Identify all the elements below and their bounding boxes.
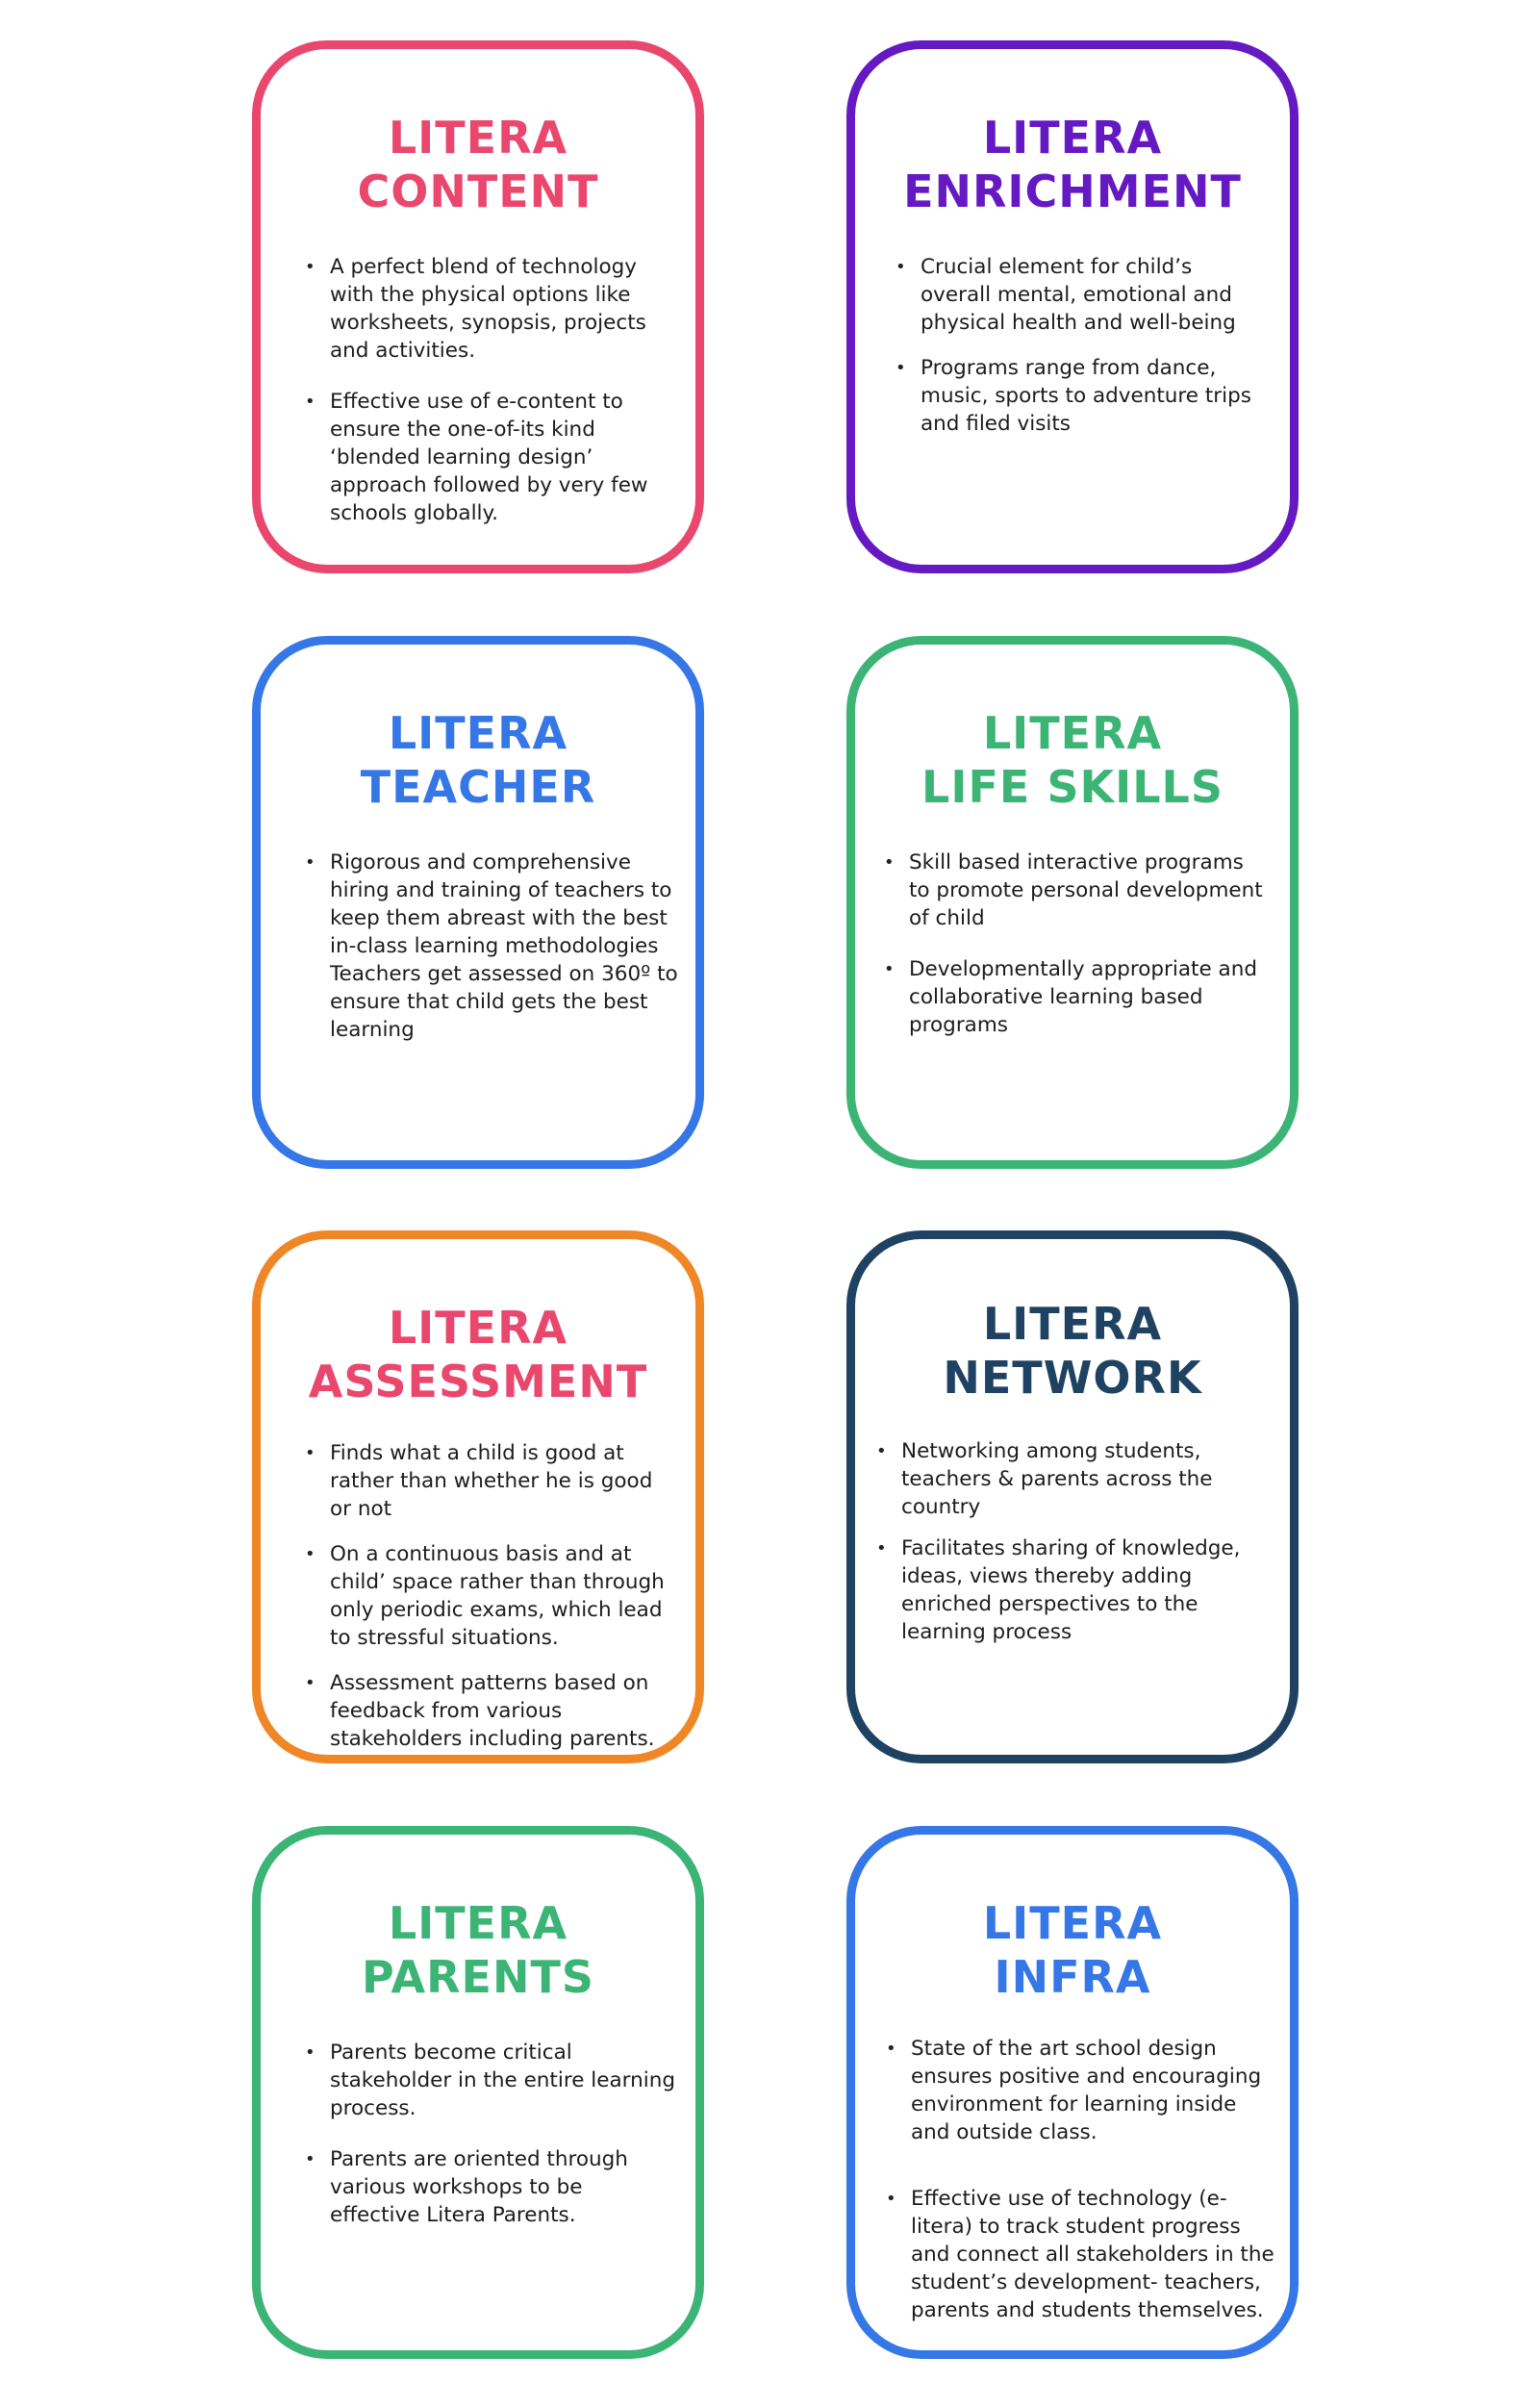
card-litera-enrichment — [846, 40, 1299, 573]
card-litera-teacher — [252, 636, 704, 1169]
card-title-line2: ENRICHMENT — [903, 165, 1242, 217]
bullet-item: • Parents are oriented through various workshops to be effective Litera Parents. — [330, 2145, 678, 2229]
card-title-line1: LITERA — [388, 707, 568, 759]
card-bullet-list — [886, 2035, 1276, 2347]
card-title — [855, 111, 1290, 218]
card-bullet-list — [876, 1437, 1276, 1669]
card-bullet-list — [884, 849, 1263, 1062]
bullet-item: • Networking among students, teachers & parents across the country — [901, 1437, 1276, 1521]
card-title-line1: LITERA — [982, 1897, 1163, 1949]
bullet-item: • Crucial element for child’s overall mental, emotional and physical health and well-being — [921, 253, 1251, 337]
card-litera-life-skills — [846, 636, 1299, 1169]
card-title-line2: NETWORK — [943, 1352, 1202, 1404]
card-title — [261, 1896, 695, 2004]
bullet-item: • A perfect blend of technology with the physical options like worksheets, synopsis, projects and activities. — [330, 253, 678, 365]
card-title — [855, 1896, 1290, 2004]
card-title-line1: LITERA — [388, 1302, 568, 1354]
card-title — [855, 1297, 1290, 1405]
card-litera-network — [846, 1230, 1299, 1763]
card-title — [261, 1301, 695, 1408]
card-title — [855, 706, 1290, 814]
card-litera-assessment — [252, 1230, 704, 1763]
bullet-item: • Finds what a child is good at rather than whether he is good or not — [330, 1439, 678, 1523]
card-litera-infra — [846, 1826, 1299, 2359]
bullet-item: • Developmentally appropriate and collaborative learning based programs — [909, 955, 1263, 1039]
card-title-line1: LITERA — [388, 112, 568, 164]
bullet-item: • Parents become critical stakeholder in the entire learning process. — [330, 2039, 678, 2122]
bullet-item: • Assessment patterns based on feedback from various stakeholders including parents. — [330, 1669, 678, 1753]
card-bullet-list — [896, 253, 1251, 461]
bullet-item: • Facilitates sharing of knowledge, ideas, views thereby adding enriched perspectives to the learning process — [901, 1534, 1276, 1646]
card-litera-content — [252, 40, 704, 573]
card-title-line2: CONTENT — [357, 165, 599, 217]
card-bullet-list — [305, 2039, 678, 2252]
card-litera-parents — [252, 1826, 704, 2359]
card-title-line1: LITERA — [388, 1897, 568, 1949]
card-title — [261, 111, 695, 218]
card-title-line1: LITERA — [982, 112, 1163, 164]
bullet-item: • Skill based interactive programs to promote personal development of child — [909, 849, 1263, 932]
bullet-item: • Rigorous and comprehensive hiring and training of teachers to keep them abreast with the best in-class learning methodologies Teachers get assessed on 360º to ensure that child gets the best learning — [330, 849, 678, 1044]
card-title-line1: LITERA — [982, 707, 1163, 759]
bullet-item: • Effective use of technology (e-litera) to track student progress and connect all stakeholders in the student’s development- teachers, parents and students themselves. — [911, 2185, 1276, 2324]
card-title-line2: ASSESSMENT — [308, 1356, 648, 1407]
card-title-line1: LITERA — [982, 1298, 1163, 1350]
card-title-line2: INFRA — [994, 1951, 1151, 2003]
bullet-item: • State of the art school design ensures positive and encouraging environment for learning inside and outside class. — [911, 2035, 1276, 2146]
card-title-line2: PARENTS — [362, 1951, 594, 2003]
card-bullet-list — [305, 849, 678, 1067]
bullet-item: • Effective use of e-content to ensure the one-of-its kind ‘blended learning design’ approach followed by very few schools globally. — [330, 388, 678, 527]
card-bullet-list — [305, 1439, 678, 1776]
card-title-line2: TEACHER — [360, 761, 596, 813]
card-title — [261, 706, 695, 814]
card-title-line2: LIFE SKILLS — [921, 761, 1224, 813]
bullet-item: • Programs range from dance, music, sports to adventure trips and filed visits — [921, 354, 1251, 438]
bullet-item: • On a continuous basis and at child’ space rather than through only periodic exams, which lead to stressful situations. — [330, 1540, 678, 1652]
card-bullet-list — [305, 253, 678, 550]
